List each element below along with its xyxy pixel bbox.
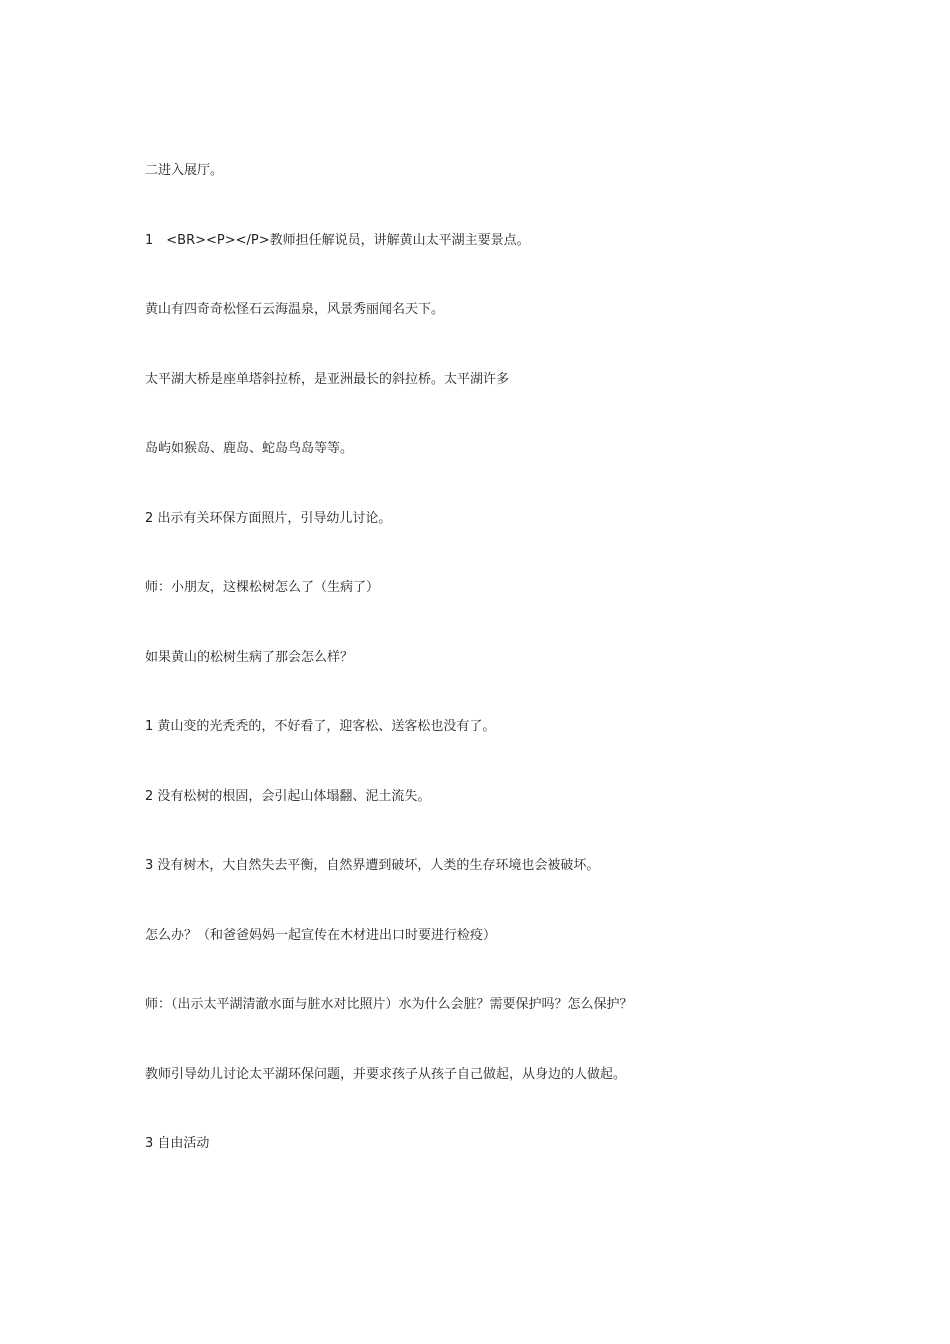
paragraph-huangshan: 黄山有四奇奇松怪石云海温泉，风景秀丽闻名天下。 xyxy=(145,302,445,317)
paragraph-teacher-question: 师：小朋友，这棵松树怎么了（生病了） xyxy=(145,580,380,595)
paragraph-step-2: 2 出示有关环保方面照片，引导幼儿讨论。 xyxy=(145,511,392,526)
paragraph-islands: 岛屿如猴岛、鹿岛、蛇岛鸟岛等等。 xyxy=(145,441,354,456)
paragraph-water-photos: 师：（出示太平湖清澈水面与脏水对比照片）水为什么会脏？需要保护吗？怎么保护？ xyxy=(145,997,633,1012)
paragraph-step-1: 1 <BR><P></P>教师担任解说员，讲解黄山太平湖主要景点。 xyxy=(145,233,530,248)
paragraph-what-to-do: 怎么办？（和爸爸妈妈一起宣传在木材进出口时要进行检疫） xyxy=(145,928,497,943)
paragraph-taiping-bridge: 太平湖大桥是座单塔斜拉桥，是亚洲最长的斜拉桥。太平湖许多 xyxy=(145,372,510,387)
paragraph-section-heading: 二进入展厅。 xyxy=(145,163,224,178)
paragraph-discussion: 教师引导幼儿讨论太平湖环保问题，并要求孩子从孩子自己做起，从身边的人做起。 xyxy=(145,1067,627,1082)
paragraph-answer-1: 1 黄山变的光秃秃的，不好看了，迎客松、送客松也没有了。 xyxy=(145,719,496,734)
paragraph-what-if: 如果黄山的松树生病了那会怎么样？ xyxy=(145,650,354,665)
paragraph-answer-2: 2 没有松树的根固，会引起山体塌翻、泥土流失。 xyxy=(145,789,431,804)
paragraph-answer-3: 3 没有树木，大自然失去平衡，自然界遭到破坏，人类的生存环境也会被破坏。 xyxy=(145,858,600,873)
paragraph-step-3: 3 自由活动 xyxy=(145,1136,210,1151)
